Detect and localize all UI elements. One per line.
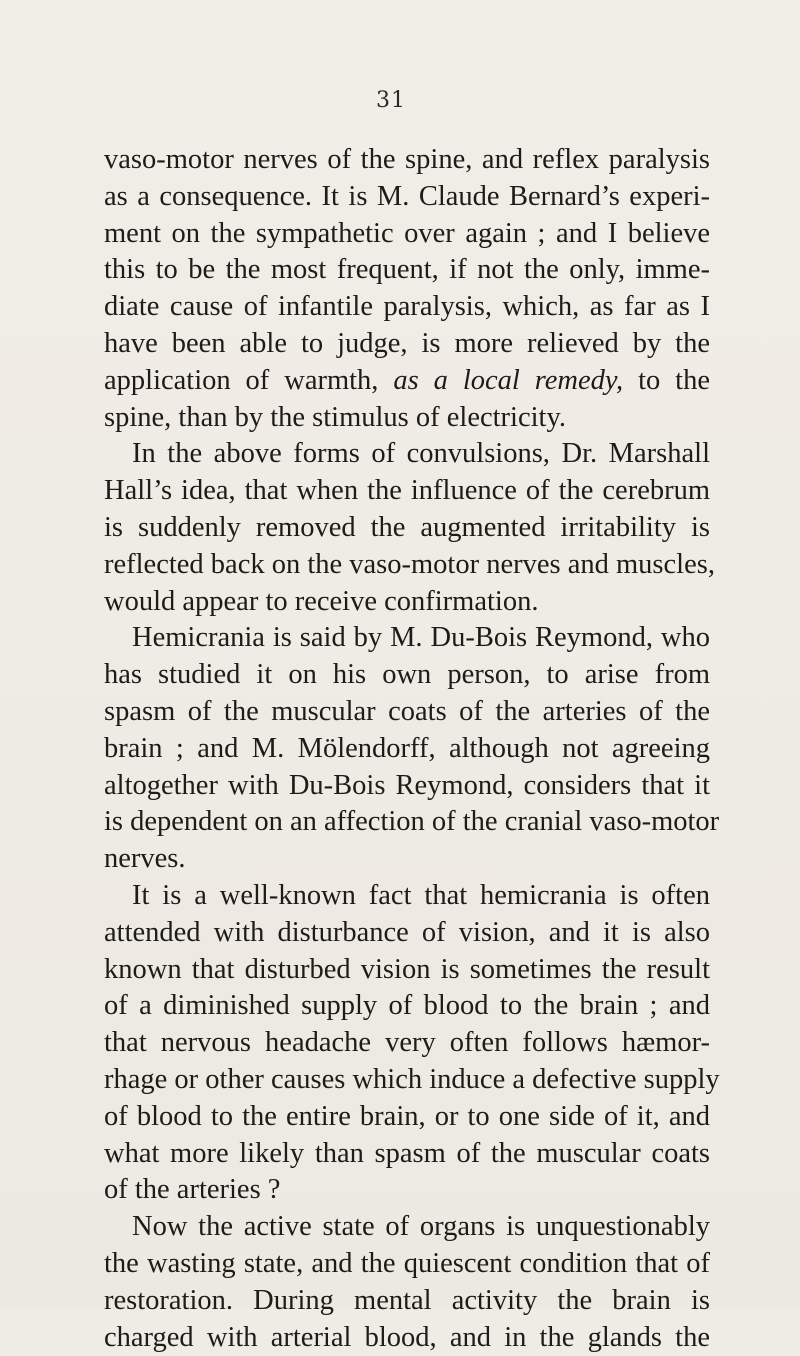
text-line: nerves. [104, 841, 710, 878]
text-line: It is a well-known fact that hemicrania is often [104, 878, 710, 915]
text-line: brain ; and M. Mölendorff, although not agreeing [104, 731, 710, 768]
text-line: of the arteries ? [104, 1172, 710, 1209]
text-line: Now the active state of organs is unquestionably [104, 1209, 710, 1246]
text-line: In the above forms of convulsions, Dr. Marshall [104, 436, 710, 473]
text-line: have been able to judge, is more relieved by the [104, 326, 710, 363]
text-line: of a diminished supply of blood to the brain ; and [104, 988, 710, 1025]
text-line: charged with arterial blood, and in the glands the [104, 1320, 710, 1356]
text-segment: to the [623, 365, 710, 396]
text-line: spine, than by the stimulus of electricity. [104, 400, 710, 437]
text-line: this to be the most frequent, if not the only, imme- [104, 252, 710, 289]
text-line: the wasting state, and the quiescent condition that of [104, 1246, 710, 1283]
text-line: spasm of the muscular coats of the arteries of the [104, 694, 710, 731]
text-line: altogether with Du-Bois Reymond, considers that it [104, 768, 710, 805]
text-line: has studied it on his own person, to arise from [104, 657, 710, 694]
text-line: rhage or other causes which induce a defective supply [104, 1062, 710, 1099]
text-line: would appear to receive confirmation. [104, 584, 710, 621]
text-line: is dependent on an affection of the cranial vaso-motor [104, 804, 710, 841]
page-number: 31 [376, 88, 406, 113]
text-line: what more likely than spasm of the muscular coats [104, 1136, 710, 1173]
text-line: attended with disturbance of vision, and it is also [104, 915, 710, 952]
text-line: Hall’s idea, that when the influence of the cerebrum [104, 473, 710, 510]
text-line: ment on the sympathetic over again ; and I believe [104, 216, 710, 253]
text-line: diate cause of infantile paralysis, which, as far as I [104, 289, 710, 326]
text-line: that nervous headache very often follows hæmor- [104, 1025, 710, 1062]
body-text [104, 142, 710, 1356]
text-line: Hemicrania is said by M. Du-Bois Reymond, who [104, 620, 710, 657]
text-line: reflected back on the vaso-motor nerves and muscles, [104, 547, 710, 584]
text-line: restoration. During mental activity the brain is [104, 1283, 710, 1320]
text-line [104, 363, 710, 400]
text-line: of blood to the entire brain, or to one side of it, and [104, 1099, 710, 1136]
text-line: vaso-motor nerves of the spine, and reflex paralysis [104, 142, 710, 179]
text-line: is suddenly removed the augmented irritability is [104, 510, 710, 547]
text-segment: application of warmth, [104, 365, 393, 396]
text-line: known that disturbed vision is sometimes the result [104, 952, 710, 989]
text-line: as a consequence. It is M. Claude Bernard’s experi- [104, 179, 710, 216]
italic-phrase: as a local remedy, [393, 365, 623, 396]
